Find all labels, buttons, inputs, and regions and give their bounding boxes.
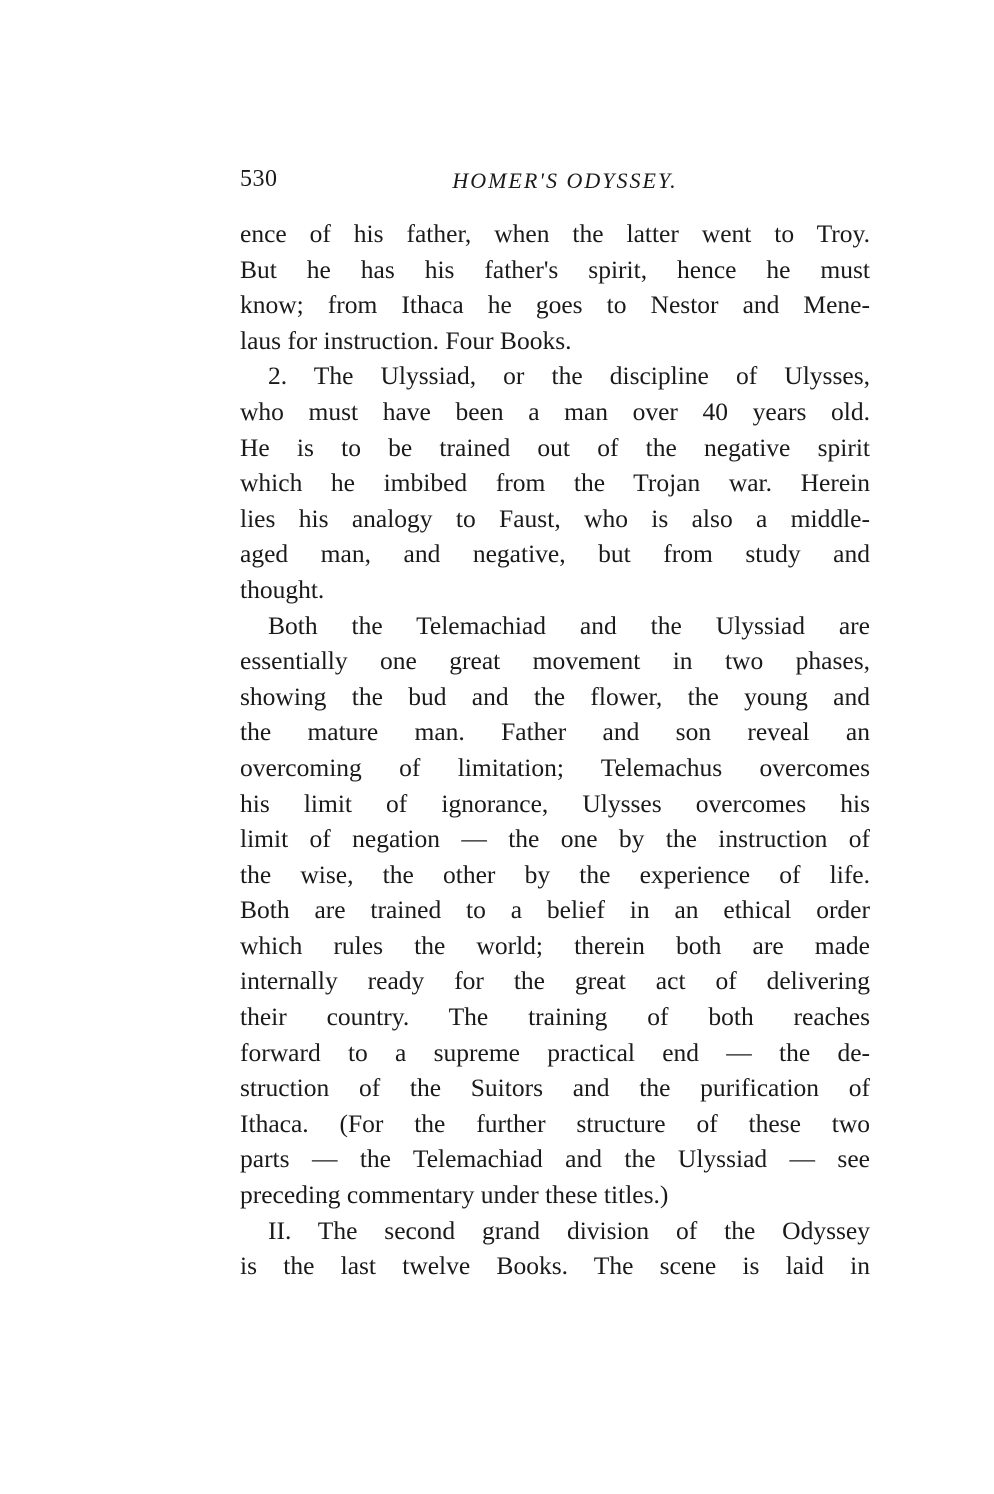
paragraph-start-line: II. The second grand division of the Odyssey [268, 1215, 870, 1245]
text-line: struction of the Suitors and the purification of [240, 1073, 870, 1103]
page-number: 530 [240, 166, 278, 192]
text-line: who must have been a man over 40 years old. [240, 396, 870, 426]
running-head-title: HOMER'S ODYSSEY. [452, 168, 678, 193]
text-line: which he imbibed from the Trojan war. Herein [240, 468, 870, 498]
text-line: limit of negation — the one by the instruction of [240, 824, 870, 854]
text-line: showing the bud and the flower, the young and [240, 681, 870, 711]
text-line: the wise, the other by the experience of life. [240, 859, 870, 889]
text-line: But he has his father's spirit, hence he must [240, 254, 870, 284]
text-line: internally ready for the great act of delivering [240, 966, 870, 996]
text-line: aged man, and negative, but from study and [240, 539, 870, 569]
text-line: lies his analogy to Faust, who is also a middle- [240, 503, 870, 533]
text-line: overcoming of limitation; Telemachus overcomes [240, 752, 870, 782]
text-line: Both are trained to a belief in an ethical order [240, 895, 870, 925]
text-line: He is to be trained out of the negative spirit [240, 432, 870, 462]
text-line: which rules the world; therein both are made [240, 930, 870, 960]
text-line: Ithaca. (For the further structure of these two [240, 1108, 870, 1138]
running-head [240, 166, 870, 202]
text-line: thought. [240, 574, 325, 604]
text-line: laus for instruction. Four Books. [240, 325, 572, 355]
text-line: his limit of ignorance, Ulysses overcomes his [240, 788, 870, 818]
text-line: their country. The training of both reaches [240, 1002, 870, 1032]
text-line: the mature man. Father and son reveal an [240, 717, 870, 747]
text-line: is the last twelve Books. The scene is laid in [240, 1251, 870, 1281]
paragraph-start-line: Both the Telemachiad and the Ulyssiad are [268, 610, 870, 640]
text-line: preceding commentary under these titles.) [240, 1180, 669, 1210]
body-text [240, 216, 870, 1284]
text-line: know; from Ithaca he goes to Nestor and Mene- [240, 290, 870, 320]
text-line: ence of his father, when the latter went to Troy. [240, 219, 870, 248]
text-line: parts — the Telemachiad and the Ulyssiad — see [240, 1144, 870, 1174]
text-line: forward to a supreme practical end — the de- [240, 1037, 870, 1067]
paragraph-start-line: 2. The Ulyssiad, or the discipline of Ulysses, [268, 361, 870, 391]
text-line: essentially one great movement in two phases, [240, 646, 870, 676]
